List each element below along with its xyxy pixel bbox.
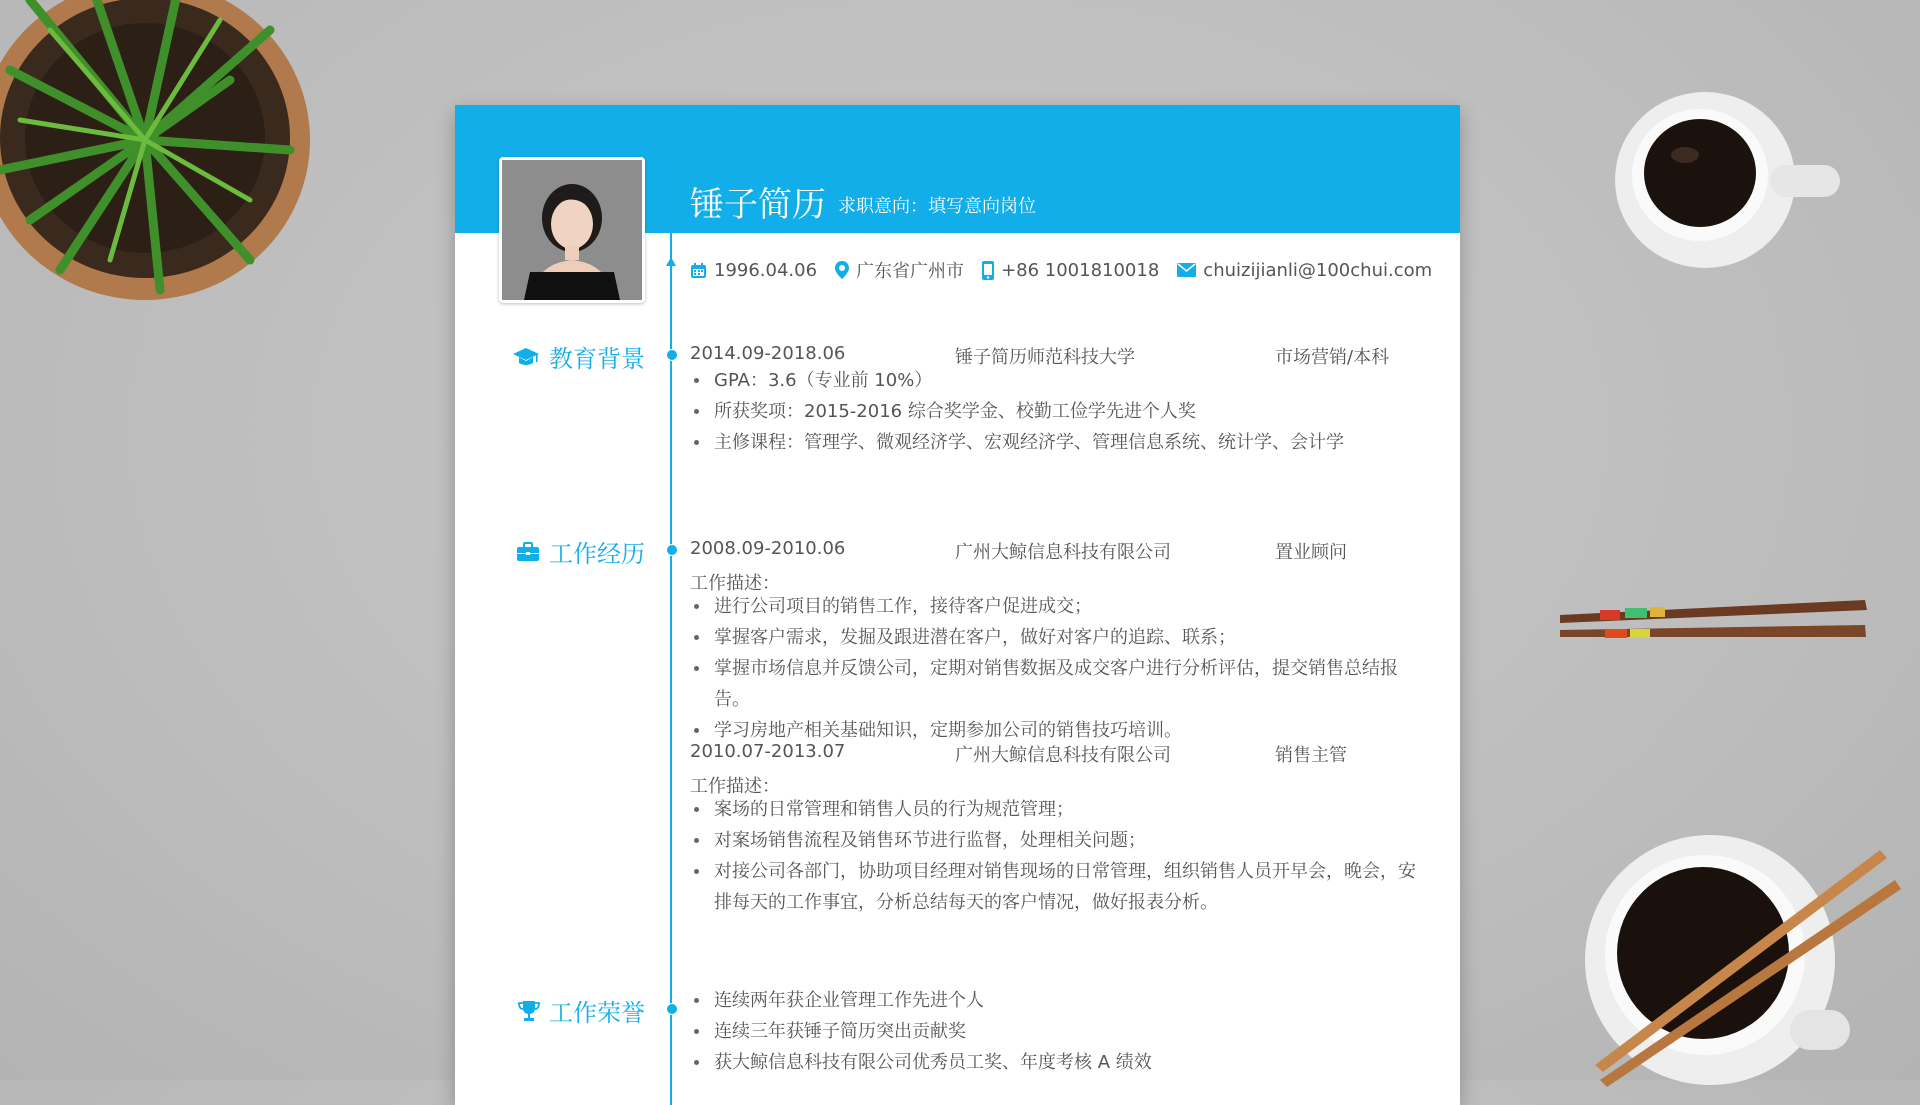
list-item: GPA：3.6（专业前 10%） <box>690 365 1430 396</box>
contact-row <box>690 255 1432 285</box>
list-item: 对接公司各部门，协助项目经理对销售现场的日常管理，组织销售人员开早会，晚会，安排每天的工作事宜，分析总结每天的客户情况，做好报表分析。 <box>690 856 1430 918</box>
email-text[interactable]: chuizijianli@100chui.com <box>1203 259 1433 281</box>
resume-page <box>455 105 1460 1105</box>
section-title-work <box>455 534 645 569</box>
job-intent: 求职意向：填写意向岗位 <box>838 196 1036 217</box>
job-desc-label: 工作描述： <box>690 776 780 797</box>
job-company: 广州大鲸信息科技有限公司 <box>955 745 1171 766</box>
timeline-arrow <box>666 257 676 266</box>
location-text: 广东省广州市 <box>856 261 965 282</box>
briefcase-icon <box>516 542 540 562</box>
coffee-cup-with-chopsticks-decoration <box>1575 810 1920 1100</box>
portrait-image <box>502 160 642 300</box>
phone-icon <box>982 261 994 280</box>
list-item: 主修课程：管理学、微观经济学、宏观经济学、管理信息系统、统计学、会计学 <box>690 427 1430 458</box>
list-item: 对案场销售流程及销售环节进行监督，处理相关问题； <box>690 825 1430 856</box>
job-company: 广州大鲸信息科技有限公司 <box>955 542 1171 563</box>
phone-text[interactable]: +86 1001810018 <box>1001 259 1160 281</box>
job-period: 2008.09-2010.06 <box>690 538 846 559</box>
location-icon <box>835 261 849 279</box>
honors-title: 工作荣誉 <box>549 999 645 1027</box>
job-desc-label: 工作描述： <box>690 573 780 594</box>
section-title-honors <box>455 993 645 1028</box>
calendar-icon <box>690 262 707 279</box>
contact-phone <box>982 260 1159 281</box>
list-item: 连续两年获企业管理工作先进个人 <box>690 985 1430 1016</box>
potted-plant-decoration <box>0 0 390 380</box>
contact-email <box>1177 260 1432 281</box>
education-bullets <box>690 365 1430 458</box>
education-major: 市场营销/本科 <box>1275 347 1390 368</box>
list-item: 掌握市场信息并反馈公司，定期对销售数据及成交客户进行分析评估，提交销售总结报告。 <box>690 653 1430 715</box>
contact-birthdate <box>690 260 817 281</box>
timeline-dot-work <box>666 544 678 556</box>
mail-icon <box>1177 263 1196 277</box>
profile-photo <box>499 157 645 303</box>
education-school: 锤子简历师范科技大学 <box>955 347 1135 368</box>
job-position: 销售主管 <box>1275 745 1347 766</box>
section-title-education <box>455 339 645 374</box>
list-item: 连续三年获锤子简历突出贡献奖 <box>690 1016 1430 1047</box>
job-bullets <box>690 794 1430 918</box>
contact-location <box>835 257 964 283</box>
chopsticks-decoration <box>1555 585 1885 655</box>
list-item: 进行公司项目的销售工作，接待客户促进成交； <box>690 591 1430 622</box>
honors-bullets <box>690 985 1430 1078</box>
graduation-cap-icon <box>512 347 540 367</box>
coffee-cup-decoration <box>1600 70 1860 280</box>
education-title: 教育背景 <box>549 345 645 373</box>
timeline-dot-honors <box>666 1003 678 1015</box>
work-title: 工作经历 <box>549 540 645 568</box>
trophy-icon <box>518 1000 540 1022</box>
job-position: 置业顾问 <box>1275 542 1347 563</box>
resume-name: 锤子简历 <box>690 185 826 225</box>
list-item: 掌握客户需求，发掘及跟进潜在客户，做好对客户的追踪、联系； <box>690 622 1430 653</box>
job-bullets <box>690 591 1430 746</box>
education-period: 2014.09-2018.06 <box>690 343 846 364</box>
job-period: 2010.07-2013.07 <box>690 741 846 762</box>
list-item: 获大鲸信息科技有限公司优秀员工奖、年度考核 A 绩效 <box>690 1047 1430 1078</box>
list-item: 所获奖项：2015-2016 综合奖学金、校勤工俭学先进个人奖 <box>690 396 1430 427</box>
birthdate-text: 1996.04.06 <box>714 259 818 281</box>
timeline-dot-education <box>666 349 678 361</box>
list-item: 案场的日常管理和销售人员的行为规范管理； <box>690 794 1430 825</box>
timeline-line <box>670 105 672 1105</box>
list-item: 学习房地产相关基础知识，定期参加公司的销售技巧培训。 <box>690 715 1430 746</box>
